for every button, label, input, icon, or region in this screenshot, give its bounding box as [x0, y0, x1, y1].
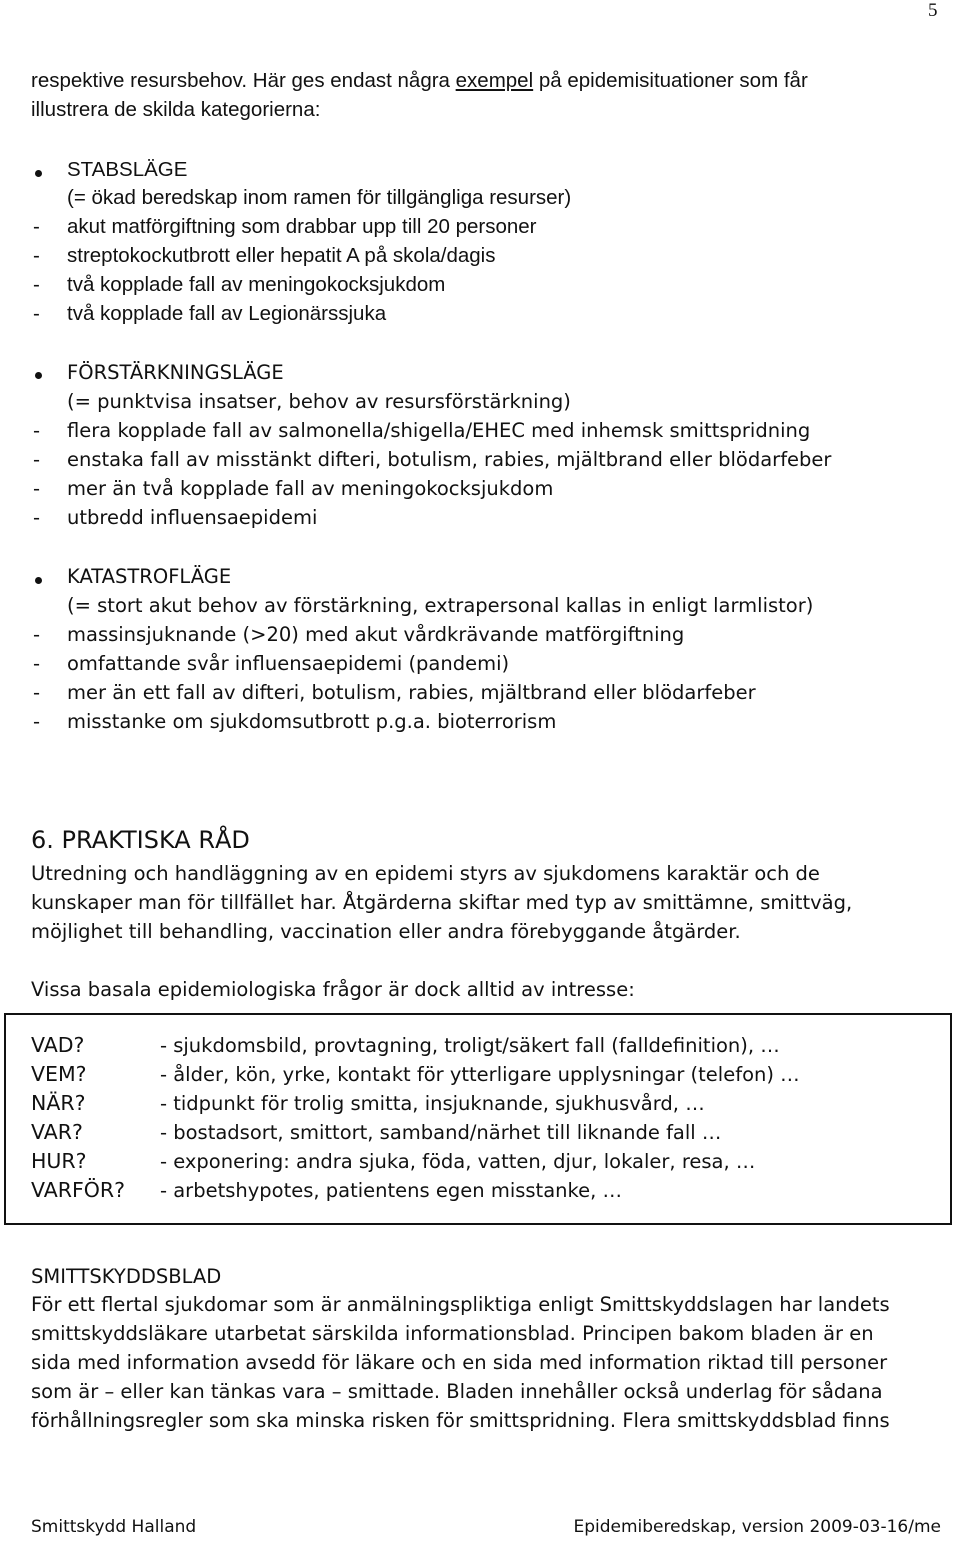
list-dash: - — [33, 652, 41, 675]
list-dash: - — [33, 273, 40, 296]
question-label: VEM? — [31, 1062, 87, 1086]
list-dash: - — [33, 302, 40, 325]
list-item: akut matförgiftning som drabbar upp till 20 personer — [67, 215, 537, 238]
list-dash: - — [33, 506, 41, 529]
category-subtitle: (= punktvisa insatser, behov av resursförstärkning) — [67, 390, 571, 413]
paragraph-line: sida med information avsedd för läkare och en sida med information riktad till personer — [31, 1351, 888, 1374]
question-label: NÄR? — [31, 1091, 86, 1115]
question-label: VAR? — [31, 1120, 83, 1144]
category-subtitle: (= ökad beredskap inom ramen för tillgängliga resurser) — [67, 186, 572, 209]
paragraph-line: smittskyddsläkare utarbetat särskilda informationsblad. Principen bakom bladen är en — [31, 1322, 874, 1345]
list-dash: - — [33, 448, 41, 471]
bullet-icon — [35, 577, 42, 584]
intro-link-exempel: exempel — [455, 69, 534, 92]
footer-left: Smittskydd Halland — [31, 1517, 197, 1537]
section-heading: 6. PRAKTISKA RÅD — [31, 826, 250, 854]
bullet-icon — [35, 372, 42, 379]
intro-line-1 — [31, 66, 808, 95]
list-dash: - — [33, 215, 40, 238]
paragraph-line: För ett flertal sjukdomar som är anmälningspliktiga enligt Smittskyddslagen har landets — [31, 1293, 890, 1316]
paragraph-line: möjlighet till behandling, vaccination eller andra förebyggande åtgärder. — [31, 920, 741, 943]
intro-line-2: illustrera de skilda kategorierna: — [31, 98, 321, 121]
question-text: - exponering: andra sjuka, föda, vatten, djur, lokaler, resa, … — [160, 1150, 756, 1173]
footer-right: Epidemiberedskap, version 2009-03-16/me — [573, 1517, 941, 1537]
list-item: omfattande svår influensaepidemi (pandemi) — [67, 652, 510, 675]
bullet-icon — [35, 170, 42, 177]
category-title: STABSLÄGE — [67, 158, 188, 181]
list-item: flera kopplade fall av salmonella/shigella/EHEC med inhemsk smittspridning — [67, 419, 811, 442]
category-title: FÖRSTÄRKNINGSLÄGE — [67, 361, 284, 384]
list-item: massinsjuknande (>20) med akut vårdkrävande matförgiftning — [67, 623, 685, 646]
question-label: HUR? — [31, 1149, 87, 1173]
list-item: mer än ett fall av difteri, botulism, rabies, mjältbrand eller blödarfeber — [67, 681, 756, 704]
list-dash: - — [33, 681, 41, 704]
question-label: VAD? — [31, 1033, 85, 1057]
list-item: två kopplade fall av Legionärssjuka — [67, 302, 387, 325]
list-dash: - — [33, 477, 41, 500]
question-text: - tidpunkt för trolig smitta, insjuknande, sjukhusvård, … — [160, 1092, 705, 1115]
category-title: KATASTROFLÄGE — [67, 565, 232, 588]
question-text: - arbetshypotes, patientens egen misstanke, … — [160, 1179, 623, 1202]
section-heading: SMITTSKYDDSBLAD — [31, 1265, 222, 1288]
category-subtitle: (= stort akut behov av förstärkning, extrapersonal kallas in enligt larmlistor) — [67, 594, 814, 617]
question-text: - sjukdomsbild, provtagning, troligt/säkert fall (falldefinition), … — [160, 1034, 780, 1057]
questions-intro: Vissa basala epidemiologiska frågor är dock alltid av intresse: — [31, 978, 635, 1001]
list-item: misstanke om sjukdomsutbrott p.g.a. bioterrorism — [67, 710, 557, 733]
list-dash: - — [33, 623, 41, 646]
list-item: mer än två kopplade fall av meningokocksjukdom — [67, 477, 554, 500]
paragraph-line: förhållningsregler som ska minska risken för smittspridning. Flera smittskyddsblad finns — [31, 1409, 890, 1432]
intro-text-a: respektive resursbehov. Här ges endast några — [31, 69, 456, 92]
paragraph-line: som är – eller kan tänkas vara – smittade. Bladen innehåller också underlag för sådana — [31, 1380, 883, 1403]
list-item: enstaka fall av misstänkt difteri, botulism, rabies, mjältbrand eller blödarfeber — [67, 448, 832, 471]
page-number: 5 — [928, 0, 938, 21]
list-item: utbredd influensaepidemi — [67, 506, 318, 529]
paragraph-line: Utredning och handläggning av en epidemi styrs av sjukdomens karaktär och de — [31, 862, 820, 885]
question-label: VARFÖR? — [31, 1178, 126, 1202]
list-dash: - — [33, 419, 41, 442]
paragraph-line: kunskaper man för tillfället har. Åtgärderna skiftar med typ av smittämne, smittväg, — [31, 891, 853, 914]
intro-text-b: på epidemisituationer som får — [533, 69, 808, 92]
list-item: två kopplade fall av meningokocksjukdom — [67, 273, 446, 296]
question-text: - ålder, kön, yrke, kontakt för ytterligare upplysningar (telefon) … — [160, 1063, 800, 1086]
question-text: - bostadsort, smittort, samband/närhet till liknande fall … — [160, 1121, 722, 1144]
list-dash: - — [33, 710, 41, 733]
list-item: streptokockutbrott eller hepatit A på skola/dagis — [67, 244, 496, 267]
list-dash: - — [33, 244, 40, 267]
